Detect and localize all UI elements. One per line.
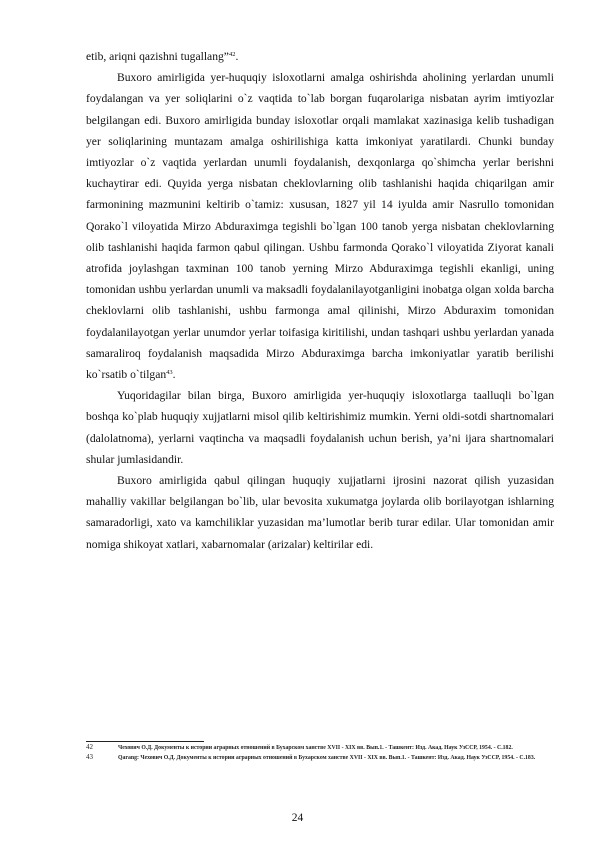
- paragraph-text: Buxoro amirligida yer-huquqiy isloxotlarni amalga oshirishda aholining yerlardan unumli foydalangan va yer soliqlarini o`z vaqtida to`lab borgan fuqarolariga nisbatan ayrim imtiyozlar belgilangan edi. Buxoro amirligida bunday isloxotlar orqali mamlakat xazinasiga kelib tushadigan yer soliqlarining muntazam amalga oshirilishiga katta imkoniyat yaratilardi. Chunki bunday imtiyozlar o`z vaqtida yerlardan unumli foydalanish, dexqonlarga qo`shimcha yerlar berishni kuchaytirar edi. Quyida yerga nisbatan cheklovlarning olib tashlanishi haqida chiqarilgan amir farmonining mazmunini keltirib o`tamiz: xususan, 1827 yil 14 iyulda amir Nasrullo tomonidan Qorako`l viloyatida Mirzo Abduraximga tegishli bo`lgan 100 tanob yerga nisbatan cheklovlarning olib tashlanishi haqida farmon qabul qilingan. Ushbu farmonda Qorako`l viloyatida Ziyorat kanali atrofida joylashgan taxminan 100 tanob yerning Mirzo Abduraximga tegishli ekanligi, uning tomonidan ushbu yerlardan unumli va maksadli foydalanilayotganligini inobatga olgan xolda barcha cheklovlarni olib tashlanishi, ushbu farmonga amal qilinishi, Mirzo Abduraxim tomonidan foydalanilayotgan yerlar unumdor yerlar toifasiga kiritilishi, undan tashqari ushbu yerlardan yanada samaraliroq foydalanish maqsadida Mirzo Abduraximga barcha imkoniyatlar yaratib berilishi ko`rsatib o`tilgan: [86, 71, 554, 382]
- footnotes: [86, 744, 556, 763]
- paragraph-tail: .: [172, 368, 176, 382]
- page-number: 24: [291, 812, 304, 824]
- footnote-text: Чехович О.Д. Документы к истории аграрных отношений в Бухарском ханстве XVII - XIX вв. Вып.1. - Ташкент: Изд. Акад. Наук УзССР, 1954. - С.182.: [118, 745, 513, 751]
- footnote-ref-43: 43: [166, 369, 173, 377]
- footnote-42: [86, 744, 556, 753]
- footnote-43: [86, 754, 556, 763]
- paragraph-continuation: [86, 46, 554, 67]
- paragraph-legal-documents: [86, 385, 554, 470]
- footnote-number: 43: [86, 752, 93, 761]
- document-body: [86, 46, 554, 555]
- paragraph-text: Buxoro amirligida qabul qilingan huquqiy xujjatlarni ijrosini nazorat qilish yuzasidan mahalliy vakillar belgilangan bo`lib, ular bevosita xukumatga joylarda olib borilayotgan ishlarning samaradorligi, xato va kamchiliklar yuzasidan ma’lumotlar berib turar edilar. Ular tomonidan amir nomiga shikoyat xatlari, xabarnomalar (arizalar) keltirilar edi.: [86, 474, 554, 551]
- footnote-ref-42: 42: [228, 51, 236, 58]
- paragraph-local-representatives: [86, 470, 554, 555]
- footnote-text: Qarang: Чехович О.Д. Документы к истории аграрных отношений в Бухарском ханстве XVII - XIX вв. Вып.1. - Ташкент: Изд. Акад. Наук УзССР, 1954. - С.183.: [118, 754, 536, 761]
- paragraph-text: Yuqoridagilar bilan birga, Buxoro amirligida yer-huquqiy isloxotlarga taalluqli bo`lgan boshqa ko`plab huquqiy xujjatlarni misol qilib keltirishimiz mumkin. Yerni oldi-sotdi shartnomalari (dalolatnoma), yerlarni vaqtincha va maqsadli foydalanish uchun berish, ya’ni ijara shartnomalari shular jumlasidandir.: [86, 389, 554, 466]
- paragraph-tail: .: [235, 50, 239, 63]
- footnote-number: 42: [86, 743, 93, 751]
- paragraph-text: etib, ariqni qazishni tugallang”: [86, 50, 229, 63]
- footnote-separator: [86, 741, 204, 742]
- paragraph-land-reforms: [86, 67, 554, 385]
